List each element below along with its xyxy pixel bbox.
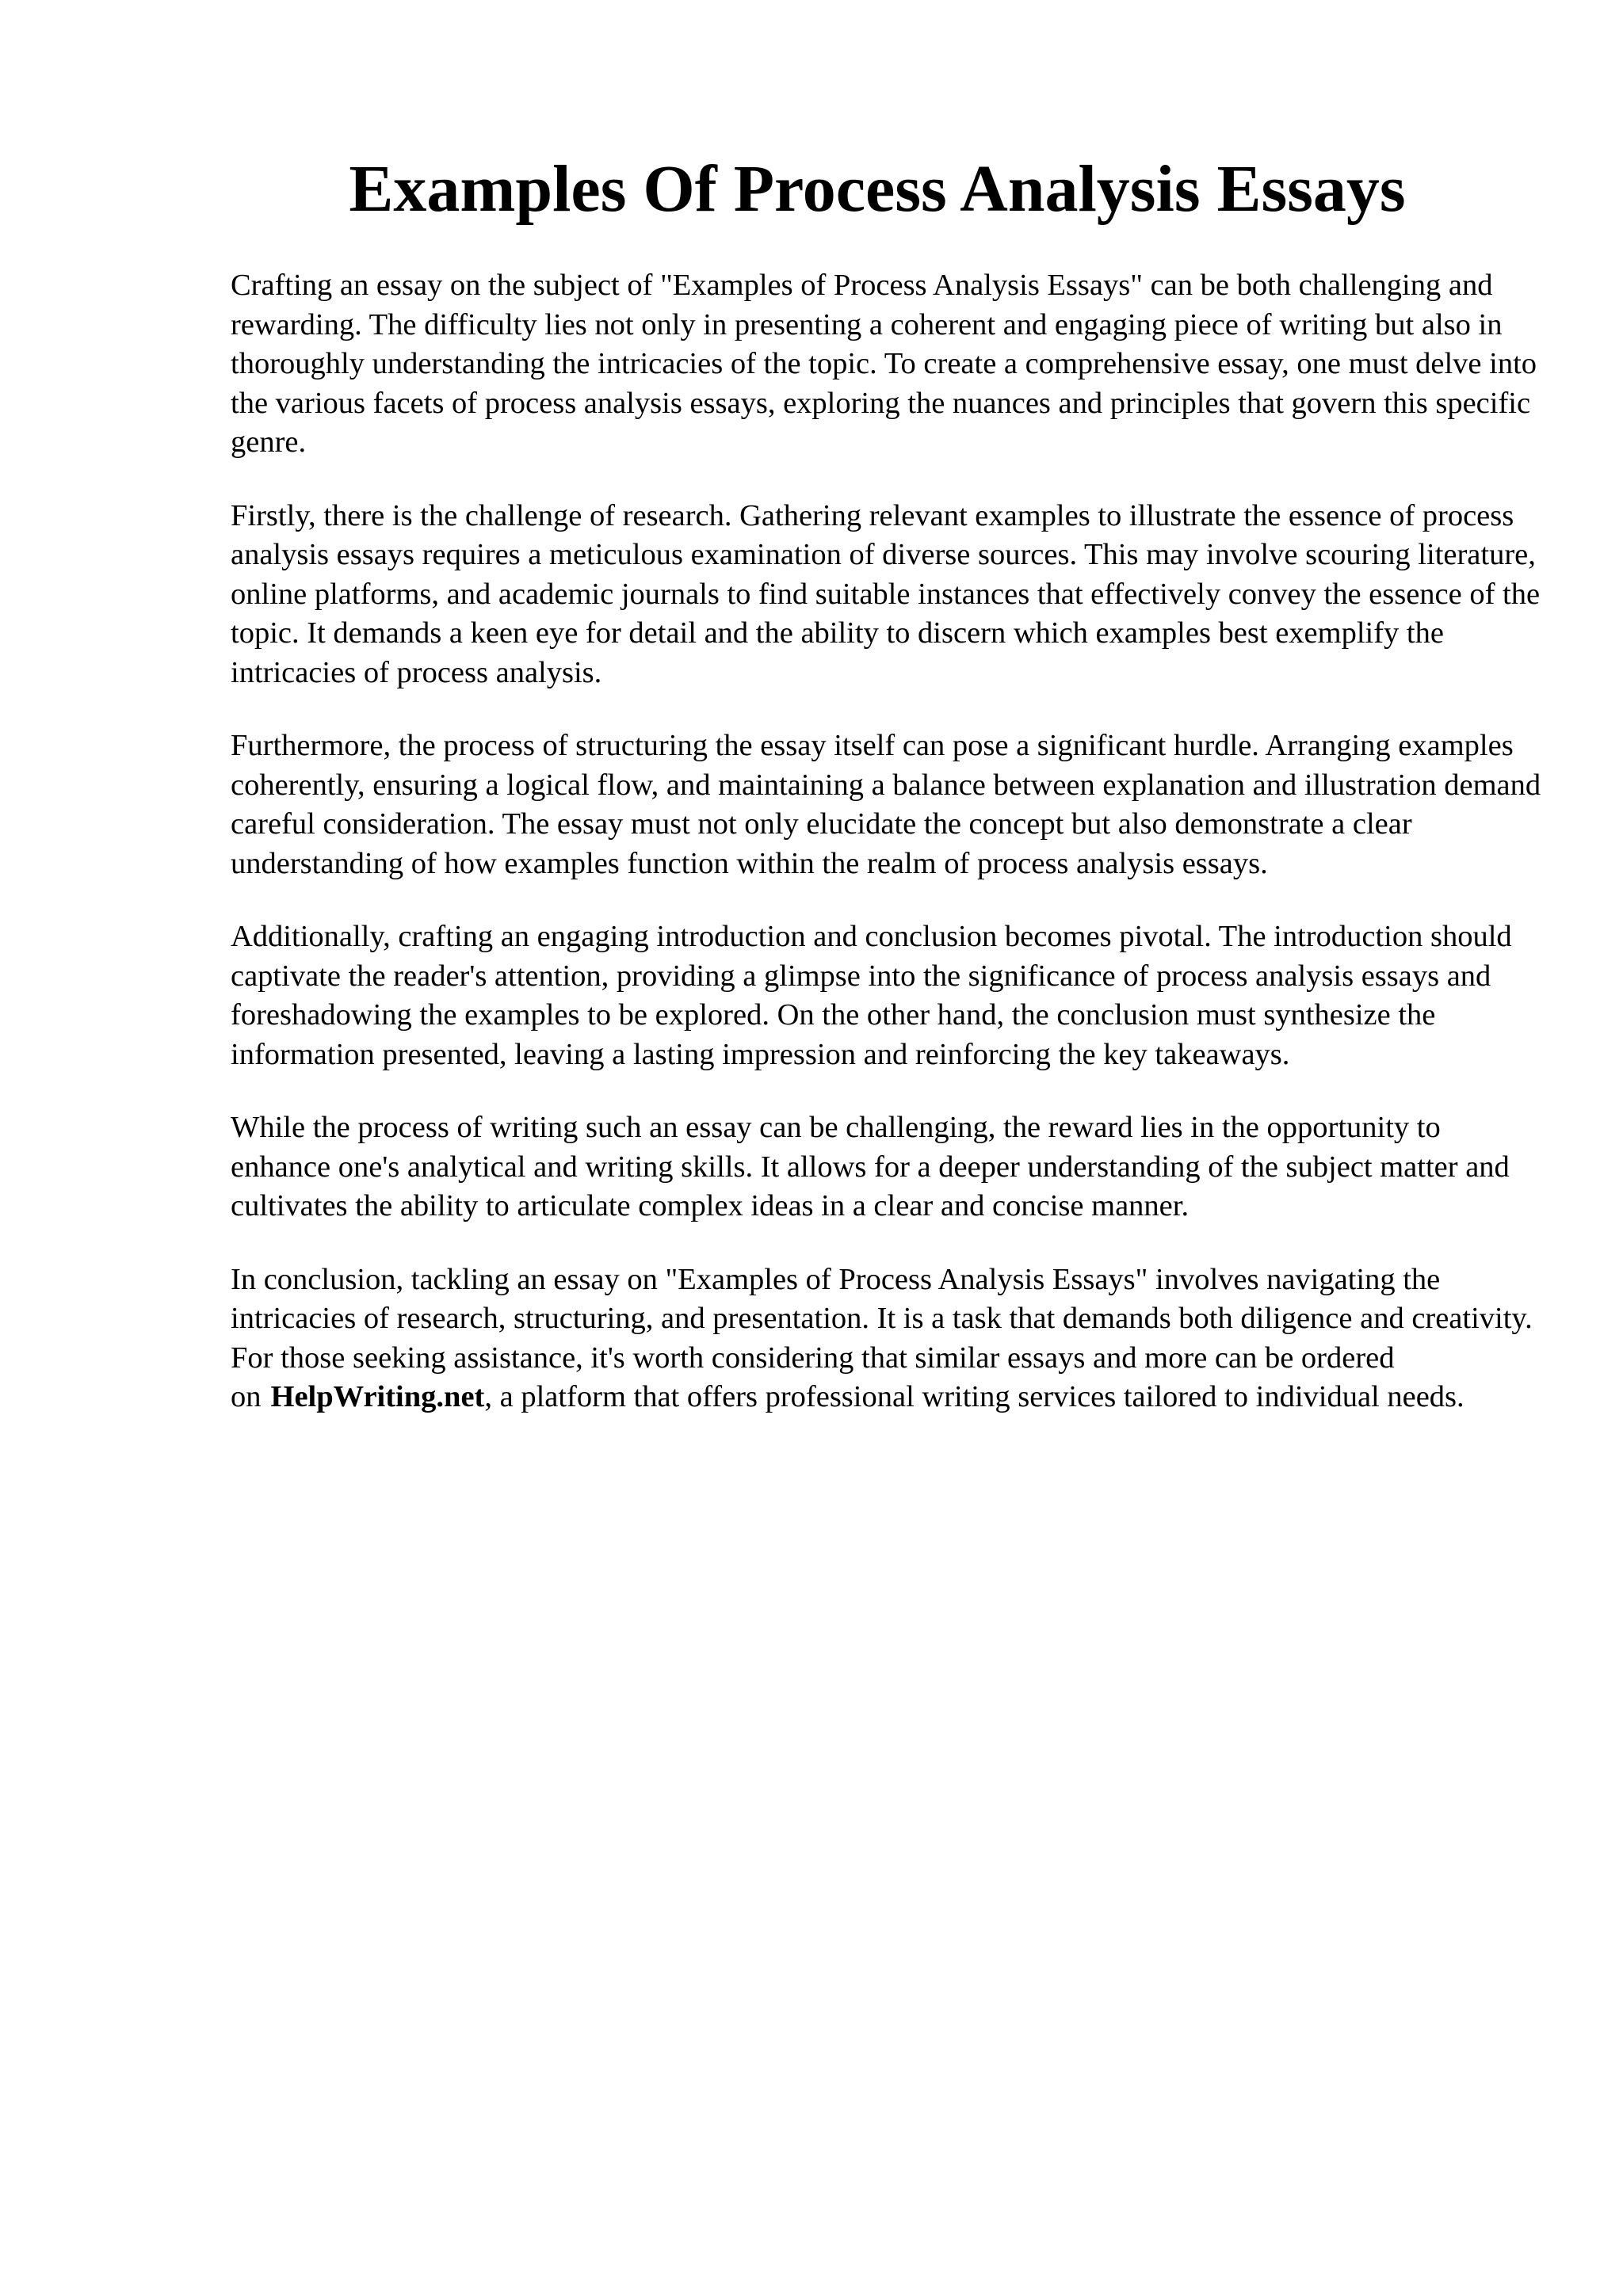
paragraph-2: Firstly, there is the challenge of research. Gathering relevant examples to illustrate the essence of process analysis essays requires a meticulous examination of diverse sources. This may involve scouring literature, online platforms, and academic journals to find suitable instances that effectively convey the essence of the topic. It demands a keen eye for detail and the ability to discern which examples best exemplify the intricacies of process analysis. — [231, 498, 1541, 689]
paragraph-4: Additionally, crafting an engaging introduction and conclusion becomes pivotal. The introduction should captivate the reader's attention, providing a glimpse into the significance of process analysis essays and foreshadowing the examples to be explored. On the other hand, the conclusion must synthesize the information presented, leaving a lasting impression and reinforcing the key takeaways. — [231, 920, 1512, 1071]
page-title: Examples Of Process Analysis Essays — [349, 152, 1406, 226]
helpwriting-link[interactable]: HelpWriting.net — [270, 1380, 485, 1413]
paragraph-6-text-after: , a platform that offers professional writing services tailored to individual needs. — [484, 1380, 1465, 1413]
paragraph-1: Crafting an essay on the subject of "Examples of Process Analysis Essays" can be both challenging and rewarding. The difficulty lies not only in presenting a coherent and engaging piece of writing but also in thoroughly understanding the intricacies of the topic. To create a comprehensive essay, one must delve into the various facets of process analysis essays, exploring the nuances and principles that govern this specific genre. — [231, 269, 1537, 459]
paragraph-6-text-before: In conclusion, tackling an essay on "Examples of Process Analysis Essays" involves navigating the intricacies of research, structuring, and presentation. It is a task that demands both diligence and creativity. For those seeking assistance, it's worth considering that similar essays and more can be ordered on — [231, 1262, 1533, 1413]
paragraph-3: Furthermore, the process of structuring the essay itself can pose a significant hurdle. Arranging examples coherently, ensuring a logical flow, and maintaining a balance between explanation and illustration demand careful consideration. The essay must not only elucidate the concept but also demonstrate a clear understanding of how examples function within the realm of process analysis essays. — [231, 729, 1541, 880]
paragraph-5: While the process of writing such an essay can be challenging, the reward lies in the opportunity to enhance one's analytical and writing skills. It allows for a deeper understanding of the subject matter and cultivates the ability to articulate complex ideas in a clear and concise manner. — [231, 1111, 1510, 1222]
essay-body — [231, 266, 1546, 1451]
paragraph-6 — [231, 1261, 1546, 1417]
